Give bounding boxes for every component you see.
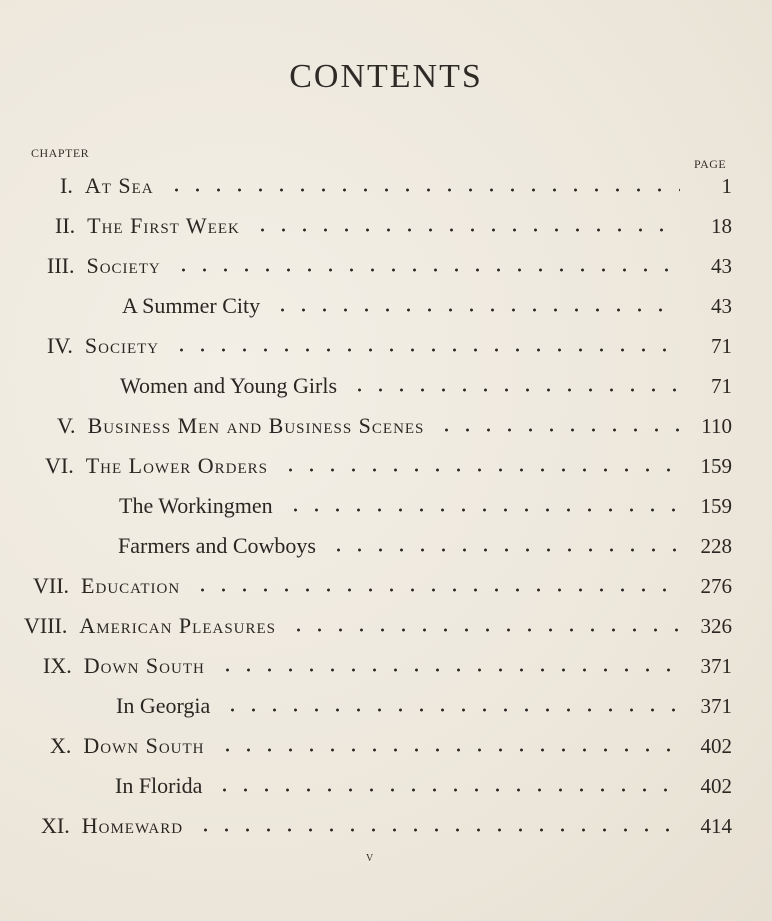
chapter-title: The First Week xyxy=(87,213,240,238)
chapter-number: VII. xyxy=(33,573,70,598)
chapter-number: IX. xyxy=(43,653,72,678)
chapter-title: Society xyxy=(86,253,161,278)
dot-leader xyxy=(213,668,680,672)
section-title: In Georgia xyxy=(116,693,211,718)
dot-leader xyxy=(345,388,680,392)
toc-subentry xyxy=(120,365,732,399)
section-title: The Workingmen xyxy=(119,493,273,518)
page-number: 159 xyxy=(700,454,732,478)
chapter-number: IV. xyxy=(47,333,73,358)
chapter-number: X. xyxy=(50,733,72,758)
dot-leader xyxy=(167,348,680,352)
section-title: Women and Young Girls xyxy=(120,373,338,398)
chapter-number: VI. xyxy=(45,453,74,478)
dot-leader xyxy=(210,788,680,792)
chapter-number: II. xyxy=(55,213,76,238)
page-number: 371 xyxy=(700,694,732,718)
dot-leader xyxy=(432,428,680,432)
page-number: 159 xyxy=(700,494,732,518)
toc-subentry xyxy=(119,485,732,519)
chapter-title: Homeward xyxy=(81,813,184,838)
chapter-title: Down South xyxy=(83,733,205,758)
dot-leader xyxy=(276,468,680,472)
toc-entry xyxy=(55,205,732,239)
page-number: 371 xyxy=(700,654,732,678)
chapter-number: VIII. xyxy=(24,613,68,638)
toc-entry xyxy=(24,605,732,639)
toc-entry xyxy=(45,445,732,479)
page-number: 71 xyxy=(711,374,732,398)
dot-leader xyxy=(191,828,680,832)
dot-leader xyxy=(284,628,680,632)
toc-entry xyxy=(60,165,732,199)
dot-leader xyxy=(213,748,681,752)
page-number: 18 xyxy=(711,214,732,238)
chapter-number: XI. xyxy=(41,813,70,838)
page-number: 43 xyxy=(711,254,732,278)
dot-leader xyxy=(169,268,680,272)
page-number: 110 xyxy=(701,414,732,438)
page-column-header: PAGE xyxy=(694,157,727,171)
chapter-title: The Lower Orders xyxy=(85,453,268,478)
chapter-number: I. xyxy=(60,173,73,198)
toc-subentry xyxy=(122,285,732,319)
page-title: CONTENTS xyxy=(289,58,483,95)
chapter-number: V. xyxy=(57,413,76,438)
dot-leader xyxy=(324,548,680,552)
toc-subentry xyxy=(118,525,732,559)
toc-entry xyxy=(33,565,732,599)
chapter-column-header: CHAPTER xyxy=(31,146,90,160)
toc-entry xyxy=(50,725,732,759)
chapter-number: III. xyxy=(47,253,75,278)
page-number: 326 xyxy=(700,614,732,638)
page-number: 402 xyxy=(700,774,732,798)
chapter-title: American Pleasures xyxy=(79,613,277,638)
dot-leader xyxy=(162,188,680,192)
page-number: 276 xyxy=(700,574,732,598)
page-number: 414 xyxy=(700,814,732,838)
toc-entry xyxy=(57,405,732,439)
toc-entry xyxy=(43,645,732,679)
page-number: 402 xyxy=(700,734,732,758)
toc-subentry xyxy=(115,765,732,799)
section-title: Farmers and Cowboys xyxy=(118,533,316,558)
dot-leader xyxy=(218,708,680,712)
chapter-title: Education xyxy=(81,573,181,598)
page-number: 43 xyxy=(711,294,732,318)
page-number: 1 xyxy=(721,174,732,198)
chapter-title: Business Men and Business Scenes xyxy=(87,413,425,438)
page-number: 71 xyxy=(711,334,732,358)
page-number: 228 xyxy=(700,534,732,558)
chapter-title: At Sea xyxy=(84,173,154,198)
chapter-title: Society xyxy=(84,333,160,358)
chapter-title: Down South xyxy=(83,653,205,678)
toc-subentry xyxy=(116,685,732,719)
dot-leader xyxy=(188,588,680,592)
dot-leader xyxy=(248,228,680,232)
page-folio: v xyxy=(366,850,374,865)
section-title: In Florida xyxy=(115,773,203,798)
section-title: A Summer City xyxy=(122,293,261,318)
toc-entry xyxy=(41,805,732,839)
toc-entry xyxy=(47,325,732,359)
toc-entry xyxy=(47,245,732,279)
dot-leader xyxy=(268,308,680,312)
dot-leader xyxy=(281,508,680,512)
